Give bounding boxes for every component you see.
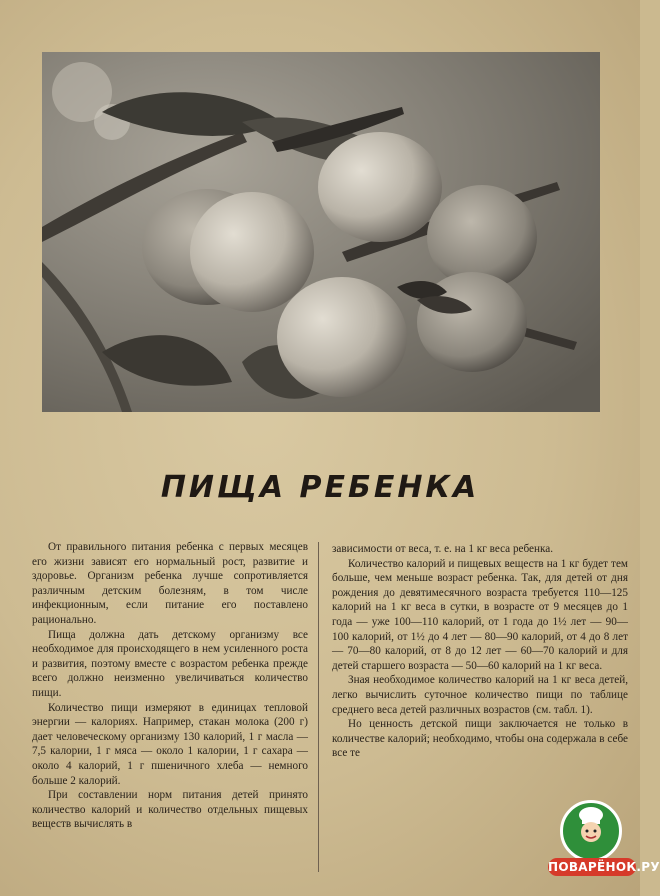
paragraph: Количество калорий и пищевых веществ на 1 кг будет тем больше, чем меньше возраст ребенка. Так, для детей от дня рождения до девятимесячного возраста требуется 110—125 калорий на 1 кг веса в сутки, в возрасте от 9 месяцев до 1 года — уже 100—110 калорий, от 1 года до 1½ лет — 90—100 калорий, от 1½ до 4 лет — 80—90 калорий, от 4 до 8 лет — 70—80 калорий, от 8 до 12 лет — 60—70 калорий и для детей старшего возраста — 50—60 калорий на 1 кг веса. <box>332 557 628 672</box>
persimmon-photo <box>42 52 600 412</box>
logo-brand-text: ПОВАРЁНОК.РУ <box>548 860 660 874</box>
paragraph: От правильного питания ребенка с первых месяцев его жизни зависят его нормальный рост, развитие и здоровье. Организм ребенка лучше сопротивляется различным детским болезням, в том числе инфекционным, если питание его поставлено рационально. <box>32 541 308 626</box>
paragraph: Пища должна дать детскому организму все необходимое для происходящего в нем усиленного роста и развития, поэтому вместе с возрастом ребенка прежде всего должно неизменно увеличиваться количество пищи. <box>32 628 308 699</box>
paragraph: Но ценность детской пищи заключается не только в количестве калорий; необходимо, чтобы она содержала в себе все те <box>332 718 628 760</box>
right-column <box>332 542 628 761</box>
column-divider <box>318 542 319 872</box>
paragraph: Зная необходимое количество калорий на 1 кг веса детей, легко вычислить суточное количество пищи по таблице среднего веса детей различных возрастов (см. табл. 1). <box>332 674 628 716</box>
left-column <box>32 540 308 832</box>
povarenok-logo[interactable] <box>548 800 660 892</box>
paragraph: зависимости от веса, т. е. на 1 кг веса ребенка. <box>332 543 554 555</box>
chef-icon <box>574 806 608 846</box>
page-title: ПИЩА РЕБЕНКА <box>160 470 480 505</box>
paragraph: Количество пищи измеряют в единицах тепловой энергии — калориях. Например, стакан молока (200 г) дает человеческому организму 130 калорий, 1 г масла — 7,5 калории, 1 г мяса — около 1 калории, 1 г сахара — около 4 калорий, 1 г пшеничного хлеба — немного больше 2 калорий. <box>32 701 308 787</box>
paragraph: При составлении норм питания детей принято количество калорий и количество отдельных пищевых веществ вычислять в <box>32 789 308 831</box>
